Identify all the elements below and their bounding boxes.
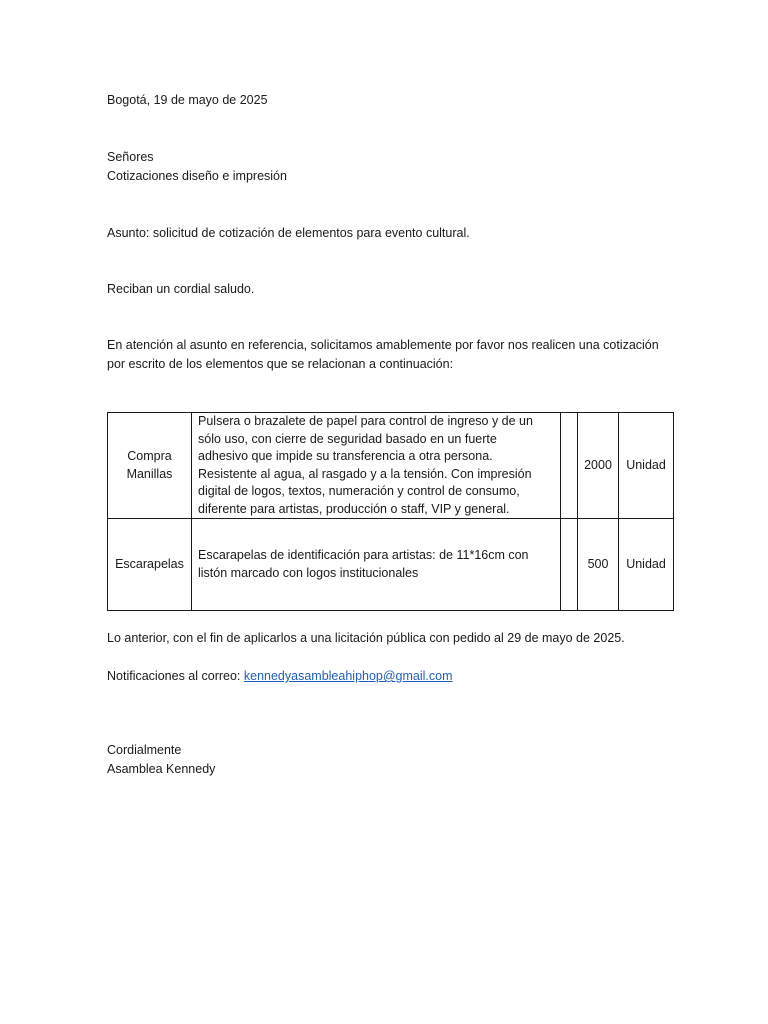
purpose-line: Lo anterior, con el fin de aplicarlos a una licitación pública con pedido al 29 de mayo de 2025. — [107, 631, 625, 645]
signature-text: Asamblea Kennedy — [107, 762, 216, 776]
closing-text: Cordialmente — [107, 743, 182, 757]
closing-block — [107, 741, 215, 779]
greeting-line: Reciban un cordial saludo. — [107, 282, 255, 296]
item-category-line: Compra — [127, 449, 172, 463]
item-unit-cell: Unidad — [619, 519, 674, 611]
item-category-line: Manillas — [126, 466, 173, 481]
table-row — [108, 413, 674, 519]
empty-cell — [561, 519, 578, 611]
email-link[interactable]: kennedyasambleahiphop@gmail.com — [243, 669, 453, 683]
intro-line-2: por escrito de los elementos que se relacionan a continuación: — [107, 357, 454, 371]
item-description-line: adhesivo que impide su transferencia a otra persona. — [198, 449, 493, 463]
item-description-line: Pulsera o brazalete de papel para control de ingreso y de un — [198, 414, 533, 428]
item-category-line: Escarapelas — [115, 556, 184, 571]
intro-line-1: En atención al asunto en referencia, solicitamos amablemente por favor nos realicen una cotización — [107, 338, 659, 352]
item-quantity-cell: 500 — [578, 519, 619, 611]
item-quantity-cell: 2000 — [578, 413, 619, 519]
items-table — [107, 412, 674, 611]
item-description-cell — [192, 413, 561, 519]
item-description-line: digital de logos, textos, numeración y control de consumo, — [198, 484, 520, 498]
item-category-cell — [108, 413, 192, 519]
notifications-prefix: Notificaciones al correo: — [107, 669, 244, 683]
notifications-line — [107, 667, 453, 685]
item-description-line: listón marcado con logos institucionales — [198, 565, 419, 580]
intro-paragraph — [107, 336, 659, 374]
date-line: Bogotá, 19 de mayo de 2025 — [107, 93, 268, 107]
item-unit-cell: Unidad — [619, 413, 674, 519]
recipient-block — [107, 148, 287, 186]
subject-line: Asunto: solicitud de cotización de elementos para evento cultural. — [107, 226, 470, 240]
item-description-line: Resistente al agua, al rasgado y a la tensión. Con impresión — [198, 466, 532, 481]
recipient-salutation: Señores — [107, 150, 154, 164]
recipient-company: Cotizaciones diseño e impresión — [107, 169, 287, 183]
item-description-line: Escarapelas de identificación para artistas: de 11*16cm con — [198, 548, 529, 562]
empty-cell — [561, 413, 578, 519]
item-description-line: sólo uso, con cierre de seguridad basado en un fuerte — [198, 431, 497, 446]
item-description-line: diferente para artistas, producción o staff, VIP y general. — [198, 501, 510, 516]
table-row — [108, 519, 674, 611]
item-description-cell — [192, 519, 561, 611]
item-category-cell — [108, 519, 192, 611]
